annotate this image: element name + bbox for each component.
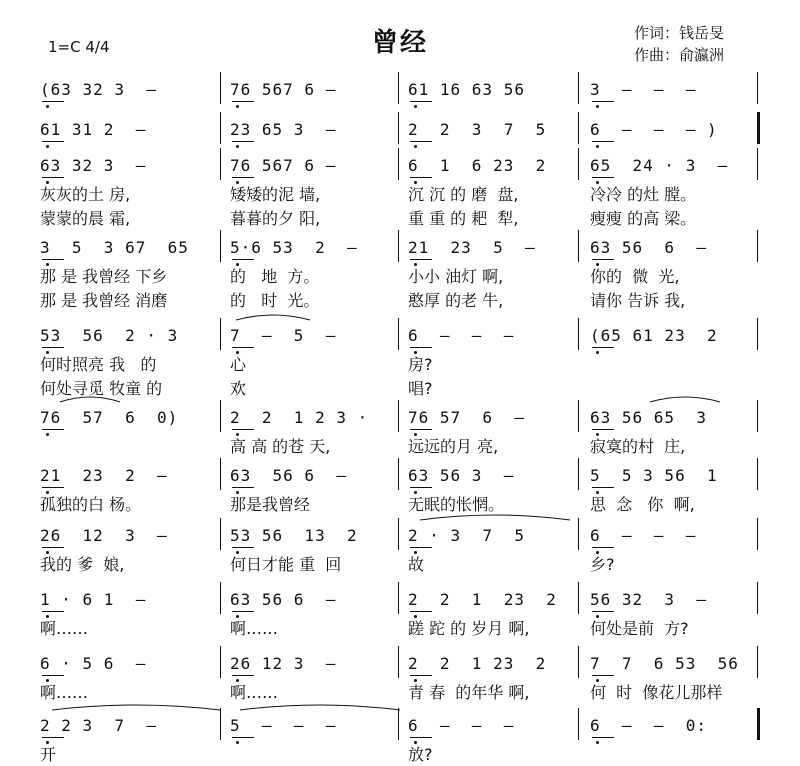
- lyric-text: 啊……: [230, 619, 279, 638]
- measure-notes: 6 — — — ): [590, 120, 718, 139]
- lyric-text: 那 是 我曾经 消磨: [40, 291, 168, 310]
- measure-notes: 6 — — —: [408, 326, 515, 345]
- lyric-text: 乡?: [590, 555, 615, 574]
- lyric-text: 憨厚 的老 牛,: [408, 291, 504, 310]
- composer-credit: 作曲：俞瀛洲: [634, 46, 725, 64]
- measure-notes: 5·6 53 2 —: [230, 238, 358, 257]
- measure-notes: 2 2 3 7 5: [408, 120, 547, 139]
- measure-notes: (63 32 3 —: [40, 80, 157, 99]
- measure-notes: 26 12 3 —: [40, 526, 168, 545]
- measure-notes: 5 5 3 56 1: [590, 466, 718, 485]
- measure-notes: 21 23 5 —: [408, 238, 536, 257]
- lyric-text: 冷冷 的灶 膛。: [590, 185, 697, 204]
- measure-notes: 63 56 6 —: [590, 238, 707, 257]
- lyric-text: 欢: [230, 379, 247, 398]
- lyric-text: 那是我曾经: [230, 495, 311, 514]
- measure-notes: 2 2 1 23 2: [408, 590, 557, 609]
- measure-notes: 53 56 13 2: [230, 526, 358, 545]
- lyric-text: 何处是前 方?: [590, 619, 689, 638]
- measure-notes: 76 57 6 —: [408, 408, 525, 427]
- lyric-text: 青 春 的年华 啊,: [408, 683, 530, 702]
- lyric-text: 孤独的白 杨。: [40, 495, 142, 514]
- lyric-text: 我的 爹 娘,: [40, 555, 125, 574]
- lyric-text: 请你 告诉 我,: [590, 291, 686, 310]
- lyric-text: 开: [40, 745, 57, 764]
- measure-notes: 63 56 6 —: [230, 590, 337, 609]
- lyric-text: 的 地 方。: [230, 267, 320, 286]
- measure-notes: 5 — — —: [230, 716, 337, 735]
- measure-notes: (65 61 23 2: [590, 326, 718, 345]
- lyric-text: 沉 沉 的 磨 盘,: [408, 185, 519, 204]
- measure-notes: 56 32 3 —: [590, 590, 707, 609]
- lyric-text: 何处寻觅 牧童 的: [40, 379, 163, 398]
- measure-notes: 2 · 3 7 5: [408, 526, 525, 545]
- measure-notes: 63 32 3 —: [40, 156, 147, 175]
- lyric-text: 的 时 光。: [230, 291, 320, 310]
- measure-notes: 65 24 · 3 —: [590, 156, 729, 175]
- lyricist-credit: 作词：钱岳旻: [634, 24, 725, 42]
- lyric-text: 灰灰的土 房,: [40, 185, 131, 204]
- measure-notes: 2 2 1 23 2: [408, 654, 547, 673]
- lyric-text: 小小 油灯 啊,: [408, 267, 504, 286]
- lyric-text: 高 高 的苍 天,: [230, 437, 331, 456]
- measure-notes: 6 1 6 23 2: [408, 156, 547, 175]
- lyric-text: 矮矮的泥 墙,: [230, 185, 321, 204]
- measure-notes: 1 · 6 1 —: [40, 590, 147, 609]
- lyric-text: 你的 微 光,: [590, 267, 680, 286]
- measure-notes: 2 2 3 7 —: [40, 716, 157, 735]
- measure-notes: 61 31 2 —: [40, 120, 147, 139]
- lyric-text: 重 重 的 耙 犁,: [408, 209, 519, 228]
- lyric-text: 房?: [408, 355, 433, 374]
- lyric-text: 心: [230, 355, 247, 374]
- lyric-text: 寂寞的村 庄,: [590, 437, 686, 456]
- lyric-text: 唱?: [408, 379, 433, 398]
- lyric-text: 何日才能 重 回: [230, 555, 342, 574]
- measure-notes: 3 — — —: [590, 80, 697, 99]
- lyric-text: 啊……: [40, 683, 89, 702]
- measure-notes: 63 56 3 —: [408, 466, 515, 485]
- measure-notes: 23 65 3 —: [230, 120, 337, 139]
- measure-notes: 2 2 1 2 3 ·: [230, 408, 369, 427]
- measure-notes: 6 · 5 6 —: [40, 654, 147, 673]
- measure-notes: 7 7 6 53 56: [590, 654, 739, 673]
- key-signature: 1=C 4/4: [48, 38, 110, 56]
- lyric-text: 蹉 跎 的 岁月 啊,: [408, 619, 530, 638]
- lyric-text: 瘦瘦 的高 梁。: [590, 209, 697, 228]
- measure-notes: 26 12 3 —: [230, 654, 337, 673]
- measure-notes: 7 — 5 —: [230, 326, 337, 345]
- lyric-text: 故: [408, 555, 425, 574]
- measure-notes: 63 56 6 —: [230, 466, 347, 485]
- measure-notes: 76 57 6 0): [40, 408, 179, 427]
- measure-notes: 6 — — 0:: [590, 716, 707, 735]
- lyric-text: 暮暮的夕 阳,: [230, 209, 321, 228]
- measure-notes: 6 — — —: [590, 526, 697, 545]
- measure-notes: 53 56 2 · 3: [40, 326, 179, 345]
- lyric-text: 啊……: [40, 619, 89, 638]
- lyric-text: 啊……: [230, 683, 279, 702]
- measure-notes: 61 16 63 56: [408, 80, 525, 99]
- lyric-text: 蒙蒙的晨 霜,: [40, 209, 131, 228]
- measure-notes: 63 56 65 3: [590, 408, 707, 427]
- lyric-text: 何时照亮 我 的: [40, 355, 157, 374]
- song-title: 曾经: [371, 28, 428, 58]
- measure-notes: 3 5 3 67 65: [40, 238, 189, 257]
- measure-notes: 6 — — —: [408, 716, 515, 735]
- measure-notes: 21 23 2 —: [40, 466, 168, 485]
- lyric-text: 那 是 我曾经 下乡: [40, 267, 168, 286]
- lyric-text: 远远的月 亮,: [408, 437, 499, 456]
- lyric-text: 何 时 像花儿那样: [590, 683, 723, 702]
- lyric-text: 思 念 你 啊,: [590, 495, 695, 514]
- measure-notes: 76 567 6 —: [230, 80, 337, 99]
- lyric-text: 无眠的怅惘。: [408, 495, 505, 514]
- measure-notes: 76 567 6 —: [230, 156, 337, 175]
- lyric-text: 放?: [408, 745, 433, 764]
